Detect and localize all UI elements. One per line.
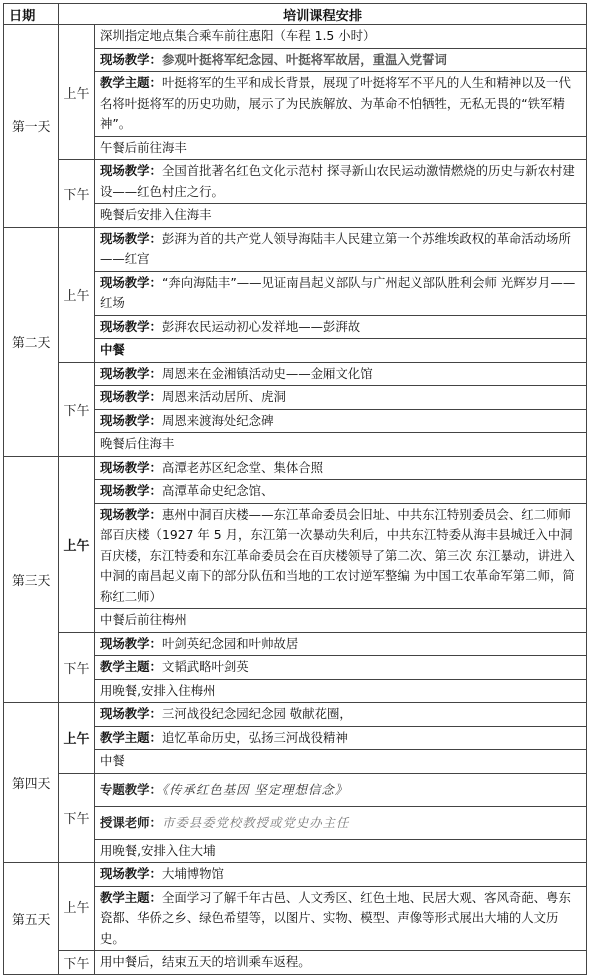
day5-pm-label: 下午	[59, 951, 95, 975]
day5-pm-row-1	[4, 951, 587, 975]
day2-pm-label: 下午	[59, 362, 95, 456]
day1-am-item-2: 现场教学：参观叶挺将军纪念园、叶挺将军故居，重温入党誓词	[95, 48, 587, 72]
day4-pm-item-2: 授课老师：市委县委党校教授或党史办主任	[95, 806, 587, 839]
day4-am-item-1: 现场教学：三河战役纪念园纪念园 敬献花圈，	[95, 703, 587, 727]
day1-label: 第一天	[4, 25, 59, 228]
day3-am-label: 上午	[59, 456, 95, 632]
day4-am-row-1	[4, 703, 587, 727]
day2-pm-item-2: 现场教学：周恩来活动居所、虎洞	[95, 386, 587, 410]
day4-am-item-3: 中餐	[95, 750, 587, 774]
day3-pm-item-1: 现场教学：叶剑英纪念园和叶帅故居	[95, 632, 587, 656]
day5-am-item-2: 教学主题：全面学习了解千年古邑、人文秀区、红色土地、民居大观、客风奇葩、粤东瓷都、华侨之乡、绿色希望等，以图片、实物、模型、声像等形式展出大埔的人文历史。	[95, 886, 587, 951]
date-column-header: 日期	[4, 4, 59, 25]
day1-pm-label: 下午	[59, 160, 95, 228]
day2-am-item-4: 中餐	[95, 339, 587, 363]
day3-am-item-4: 中餐后前往梅州	[95, 609, 587, 633]
day2-pm-item-3: 现场教学：周恩来渡海处纪念碑	[95, 409, 587, 433]
day3-am-item-2: 现场教学：高潭革命史纪念馆、	[95, 480, 587, 504]
day3-pm-row-1	[4, 632, 587, 656]
day5-pm-item-1: 用中餐后，结束五天的培训乘车返程。	[95, 951, 587, 975]
day3-pm-label: 下午	[59, 632, 95, 703]
day1-am-item-3: 教学主题：叶挺将军的生平和成长背景，展现了叶挺将军不平凡的人生和精神以及一代名将叶挺将军的历史功勋，展示了为民族解放、为革命不怕牺牲，无私无畏的“铁军精神”。	[95, 72, 587, 137]
day3-am-row-1	[4, 456, 587, 480]
header-row	[4, 4, 587, 25]
day2-am-row-1	[4, 227, 587, 271]
day5-am-item-1: 现场教学：大埔博物馆	[95, 863, 587, 887]
day3-pm-item-2: 教学主题：文韬武略叶剑英	[95, 656, 587, 680]
day3-pm-item-3: 用晚餐,安排入住梅州	[95, 679, 587, 703]
day2-label: 第二天	[4, 227, 59, 456]
day3-label: 第三天	[4, 456, 59, 703]
day2-pm-item-4: 晚餐后住海丰	[95, 433, 587, 457]
day1-pm-row-1	[4, 160, 587, 204]
day4-am-item-2: 教学主题：追忆革命历史，弘扬三河战役精神	[95, 726, 587, 750]
day5-label: 第五天	[4, 863, 59, 975]
day1-am-row-1	[4, 25, 587, 49]
day3-am-item-3: 现场教学：惠州中洞百庆楼——东江革命委员会旧址、中共东江特别委员会、红二师师部百庆楼（1927 年 5 月，东江第一次暴动失利后，中共东江特委从海丰县城迁入中洞百庆楼，东江特委和东江革命委员会在百庆楼领导了第二次、第三次 东江暴动，讲进入中洞的南昌起义南下的部分队伍和当地的工农讨逆军整编 为中国工农革命军第二师，简称红二师）	[95, 503, 587, 609]
day4-pm-label: 下午	[59, 773, 95, 863]
day2-am-label: 上午	[59, 227, 95, 362]
day2-am-item-2: 现场教学：“奔向海陆丰”——见证南昌起义部队与广州起义部队胜利会师 光辉岁月——红场	[95, 271, 587, 315]
day5-am-row-1	[4, 863, 587, 887]
schedule-column-header: 培训课程安排	[59, 4, 587, 25]
day4-pm-item-3: 用晚餐,安排入住大埔	[95, 839, 587, 863]
day2-pm-row-1	[4, 362, 587, 386]
day1-am-label: 上午	[59, 25, 95, 160]
day2-pm-item-1: 现场教学：周恩来在金湘镇活动史——金厢文化馆	[95, 362, 587, 386]
day4-pm-item-1: 专题教学：《传承红色基因 坚定理想信念》	[95, 773, 587, 806]
day5-am-label: 上午	[59, 863, 95, 951]
day1-am-item-4: 午餐后前往海丰	[95, 136, 587, 160]
day4-pm-row-1	[4, 773, 587, 806]
day2-am-item-1: 现场教学：彭湃为首的共产党人领导海陆丰人民建立第一个苏维埃政权的革命活动场所——红宫	[95, 227, 587, 271]
day4-label: 第四天	[4, 703, 59, 863]
day1-pm-item-2: 晚餐后安排入住海丰	[95, 204, 587, 228]
training-schedule-table	[3, 3, 587, 975]
day4-am-label: 上午	[59, 703, 95, 774]
day1-pm-item-1: 现场教学：全国首批著名红色文化示范村 探寻新山农民运动激情燃烧的历史与新农村建设——红色村庄之行。	[95, 160, 587, 204]
day3-am-item-1: 现场教学：高潭老苏区纪念堂、集体合照	[95, 456, 587, 480]
day1-am-item-1: 深圳指定地点集合乘车前往惠阳（车程 1.5 小时）	[95, 25, 587, 49]
day2-am-item-3: 现场教学：彭湃农民运动初心发祥地——彭湃故	[95, 315, 587, 339]
